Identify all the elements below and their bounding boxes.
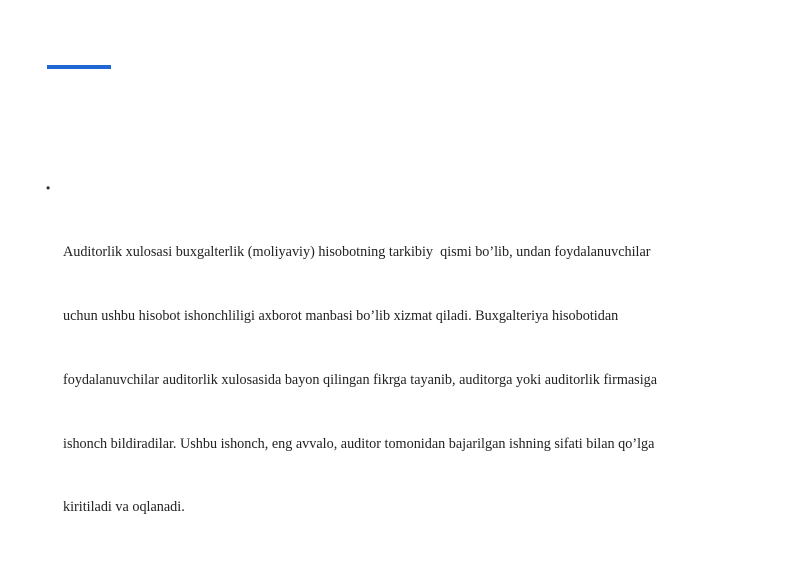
paragraph-line-4: ishonch bildiradilar. Ushbu ishonch, eng avvalo, auditor tomonidan bajarilgan ishning sifati bilan qo’lga (63, 435, 655, 452)
title-accent-bar (47, 65, 111, 69)
paragraph-line-5: kiritiladi va oqlanadi. (63, 499, 185, 516)
bullet-dot-icon: • (46, 181, 51, 195)
slide-body (44, 178, 724, 561)
bullet-item (44, 178, 724, 561)
paragraph-line-3: foydalanuvchilar auditorlik xulosasida bayon qilingan fikrga tayanib, auditorga yoki auditorlik firmasiga (63, 371, 658, 388)
paragraph-line-1: Auditorlik xulosasi buxgalterlik (moliyaviy) hisobotning tarkibiy qismi bo’lib, undan foydalanuvchilar (63, 243, 651, 260)
paragraph-line-2: uchun ushbu hisobot ishonchliligi axborot manbasi bo’lib xizmat qiladi. Buxgalteriya hisobotidan (63, 307, 619, 324)
